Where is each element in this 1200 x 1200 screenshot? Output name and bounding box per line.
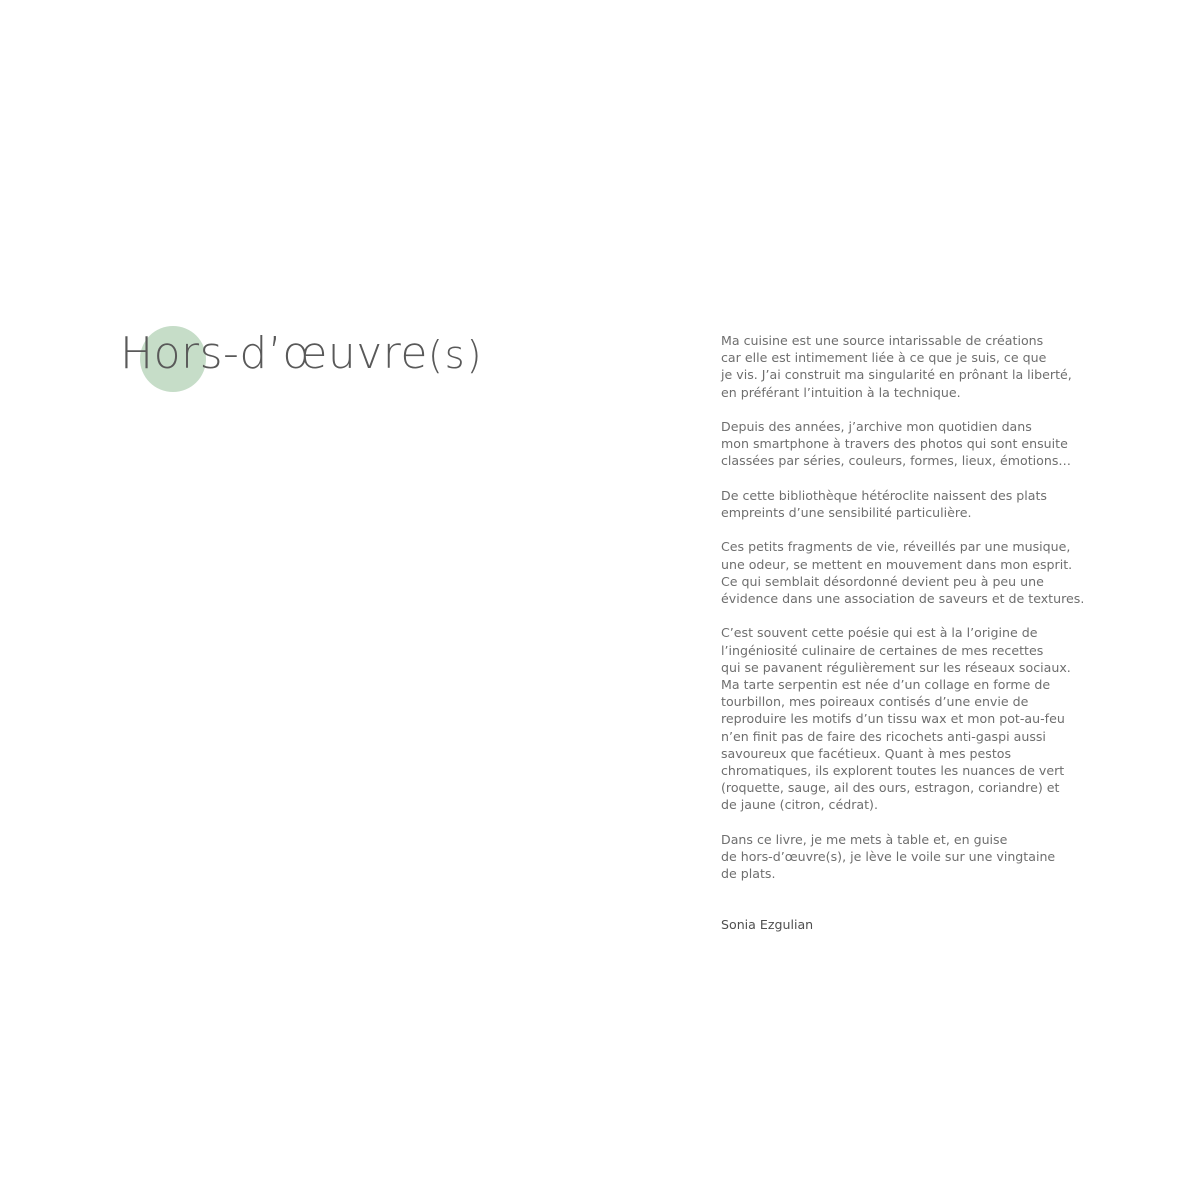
text-line: reproduire les motifs d’un tissu wax et mon pot-au-feu	[721, 711, 1065, 727]
paragraph-2	[721, 418, 1121, 470]
text-line: qui se pavanent régulièrement sur les réseaux sociaux.	[721, 659, 1071, 675]
text-line: de hors-d’œuvre(s), je lève le voile sur une vingtaine	[721, 849, 1056, 865]
text-line: tourbillon, mes poireaux contisés d’une envie de	[721, 694, 1029, 710]
text-line: Dans ce livre, je me mets à table et, en guise	[721, 831, 1008, 847]
text-line: Ma tarte serpentin est née d’un collage en forme de	[721, 677, 1051, 692]
text-line: empreints d’une sensibilité particulière.	[721, 505, 972, 520]
text-line: je vis. J’ai construit ma singularité en prônant la liberté,	[721, 367, 1072, 383]
text-line: mon smartphone à travers des photos qui sont ensuite	[721, 436, 1068, 452]
text-line: en préférant l’intuition à la technique.	[721, 384, 961, 400]
text-line: n’en finit pas de faire des ricochets anti-gaspi aussi	[721, 728, 1046, 744]
text-line: chromatiques, ils explorent toutes les nuances de vert	[721, 763, 1065, 779]
chapter-title-block	[120, 322, 540, 402]
paragraph-3	[721, 487, 1121, 521]
chapter-title-suffix: (s)	[427, 333, 484, 377]
author-signature: Sonia Ezgulian	[721, 917, 814, 933]
text-line: de jaune (citron, cédrat).	[721, 797, 878, 813]
chapter-title	[120, 322, 483, 387]
chapter-title-main: Hors-d’œuvre	[120, 328, 428, 379]
text-line: Ces petits fragments de vie, réveillés par une musique,	[721, 539, 1071, 555]
paragraph-6	[721, 831, 1121, 883]
text-line: classées par séries, couleurs, formes, lieux, émotions…	[721, 453, 1071, 469]
text-line: Ma cuisine est une source intarissable de créations	[721, 333, 1044, 348]
text-line: Depuis des années, j’archive mon quotidien dans	[721, 419, 1032, 434]
text-line: de plats.	[721, 866, 776, 882]
text-line: C’est souvent cette poésie qui est à la l’origine de	[721, 625, 1038, 641]
paragraph-5	[721, 624, 1121, 813]
text-line: savoureux que facétieux. Quant à mes pestos	[721, 745, 1012, 761]
text-line: (roquette, sauge, ail des ours, estragon, coriandre) et	[721, 780, 1060, 796]
text-line: une odeur, se mettent en mouvement dans mon esprit.	[721, 556, 1073, 572]
paragraph-4	[721, 538, 1121, 607]
paragraph-1	[721, 332, 1121, 401]
text-line: évidence dans une association de saveurs et de textures.	[721, 591, 1085, 606]
text-line: l’ingéniosité culinaire de certaines de mes recettes	[721, 642, 1044, 658]
text-line: car elle est intimement liée à ce que je suis, ce que	[721, 350, 1047, 366]
intro-text-column	[721, 332, 1121, 934]
text-line: Ce qui semblait désordonné devient peu à peu une	[721, 573, 1044, 589]
text-line: De cette bibliothèque hétéroclite naissent des plats	[721, 487, 1047, 503]
